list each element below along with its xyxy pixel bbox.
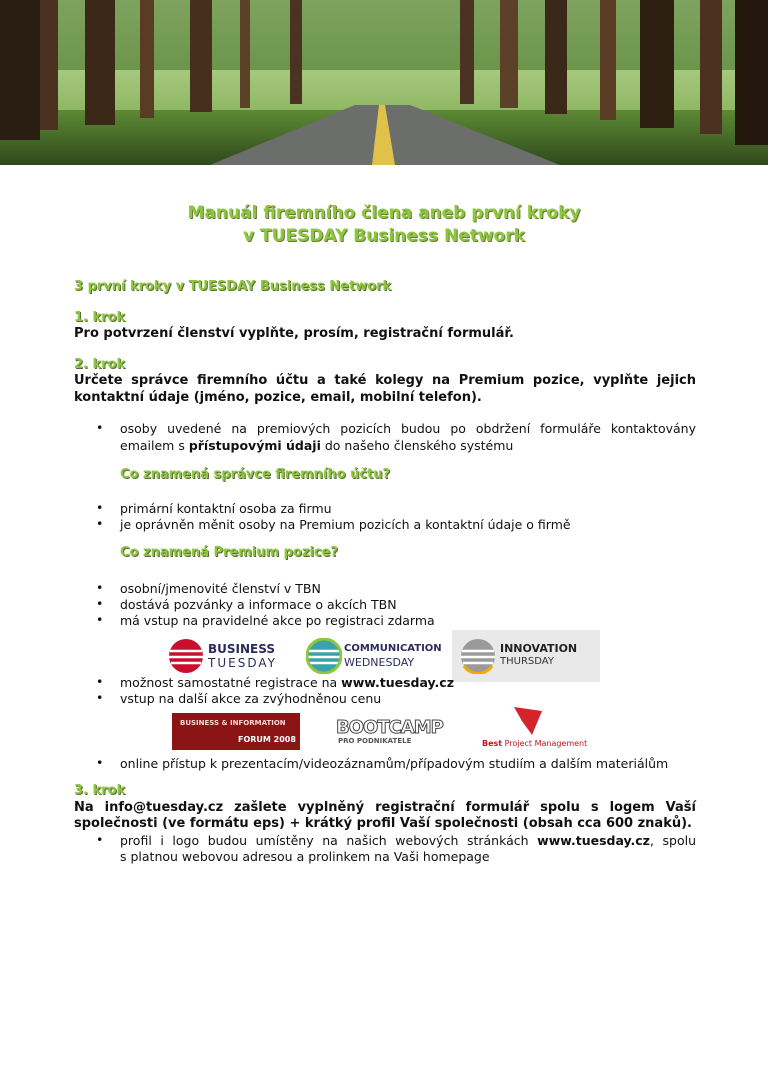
step2-label: 2. krok: [74, 357, 126, 372]
admin-item: je oprávněn měnit osoby na Premium pozicích a kontaktní údaje o firmě: [120, 517, 571, 532]
step1-label: 1. krok: [74, 310, 126, 325]
best-pm-mark-icon: [510, 703, 546, 737]
step2-text-line1: Určete správce firemního účtu a také kolegy na Premium pozice, vyplňte jejich: [74, 373, 696, 388]
step3-bullet-link[interactable]: www.tuesday.cz: [537, 833, 650, 848]
premium-item: dostává pozvánky a informace o akcích TBN: [120, 597, 397, 612]
business-information-forum-logo: [172, 713, 300, 750]
bootcamp-line2: PRO PODNIKATELE: [338, 737, 412, 745]
step3-label: 3. krok: [74, 783, 126, 798]
business-tuesday-line2: TUESDAY: [208, 656, 277, 670]
business-tuesday-mark-icon: [168, 638, 204, 674]
bullet-icon: •: [96, 516, 104, 531]
communication-wednesday-line1: COMMUNICATION: [344, 643, 442, 654]
step2-bullet1-post: do našeho členského systému: [320, 438, 514, 453]
step3-bullet-line2: s platnou webovou adresou a prolinkem na Vaši homepage: [120, 849, 490, 864]
bullet-icon: •: [96, 832, 104, 847]
best-pm-rest: Project Management: [502, 739, 588, 748]
document-title-line2: v TUESDAY Business Network: [243, 226, 525, 246]
bif-line2: FORUM 2008: [238, 735, 296, 744]
step3-text-line1: Na info@tuesday.cz zašlete vyplněný registrační formulář spolu s logem Vaší: [74, 800, 696, 815]
step3-bullet-line1: [120, 832, 696, 849]
online-access-item: online přístup k prezentacím/videozáznamům/případovým studiím a dalším materiálům: [120, 756, 669, 771]
premium-heading: Co znamená Premium pozice?: [120, 545, 338, 560]
step2-bullet1-pre: emailem s: [120, 438, 189, 453]
step3-bullet-post: , spolu: [649, 833, 697, 848]
innovation-thursday-line1: INNOVATION: [500, 642, 578, 655]
header-banner-image: [0, 0, 768, 165]
admin-item: primární kontaktní osoba za firmu: [120, 501, 332, 516]
bullet-icon: •: [96, 674, 104, 689]
premium-item: osobní/jmenovité členství v TBN: [120, 581, 321, 596]
bullet-icon: •: [96, 596, 104, 611]
step2-bullet1-bold: přístupovými údaji: [188, 438, 321, 453]
best-pm-text: [482, 739, 587, 748]
step3-text-line2: společnosti (ve formátu eps) + krátký profil Vaší společnosti (obsah cca 600 znaků).: [74, 816, 692, 831]
premium-item: má vstup na pravidelné akce po registraci zdarma: [120, 613, 435, 628]
bullet-icon: •: [96, 580, 104, 595]
bullet-icon: •: [96, 755, 104, 770]
bullet-icon: •: [96, 690, 104, 705]
best-project-management-logo: [472, 701, 590, 751]
bootcamp-logo: [336, 717, 443, 747]
step2-text-line2: kontaktní údaje (jméno, pozice, email, mobilní telefon).: [74, 390, 482, 405]
innovation-thursday-logo: [452, 630, 600, 682]
bullet-icon: •: [96, 500, 104, 515]
innovation-thursday-mark-icon: [460, 638, 496, 674]
bif-line1: BUSINESS & INFORMATION: [180, 719, 286, 727]
step2-bullet1-line2: [120, 437, 513, 454]
admin-heading: Co znamená správce firemního účtu?: [120, 467, 391, 482]
self-registration-pre: možnost samostatné registrace na: [120, 675, 342, 690]
bullet-icon: •: [96, 612, 104, 627]
step1-text: Pro potvrzení členství vyplňte, prosím, registrační formulář.: [74, 326, 514, 341]
self-registration-item: [120, 674, 454, 691]
best-pm-bold: Best: [482, 739, 503, 748]
self-registration-link[interactable]: www.tuesday.cz: [341, 675, 454, 690]
document-title-line1: Manuál firemního člena aneb první kroky: [187, 203, 581, 223]
bullet-icon: •: [96, 420, 104, 435]
communication-wednesday-mark-icon: [306, 638, 342, 674]
discount-item: vstup na další akce za zvýhodněnou cenu: [120, 691, 382, 706]
bootcamp-line1: BOOTCAMP: [336, 717, 443, 738]
business-tuesday-line1: BUSINESS: [208, 642, 275, 656]
step2-bullet1-line1: osoby uvedené na premiových pozicích budou po obdržení formuláře kontaktovány: [120, 421, 696, 436]
section-heading: 3 první kroky v TUESDAY Business Network: [74, 279, 392, 294]
communication-wednesday-line2: WEDNESDAY: [344, 656, 415, 669]
forest-road-illustration: [0, 0, 768, 165]
innovation-thursday-line2: THURSDAY: [500, 656, 554, 667]
step3-bullet-pre: profil i logo budou umístěny na našich webových stránkách: [120, 833, 538, 848]
